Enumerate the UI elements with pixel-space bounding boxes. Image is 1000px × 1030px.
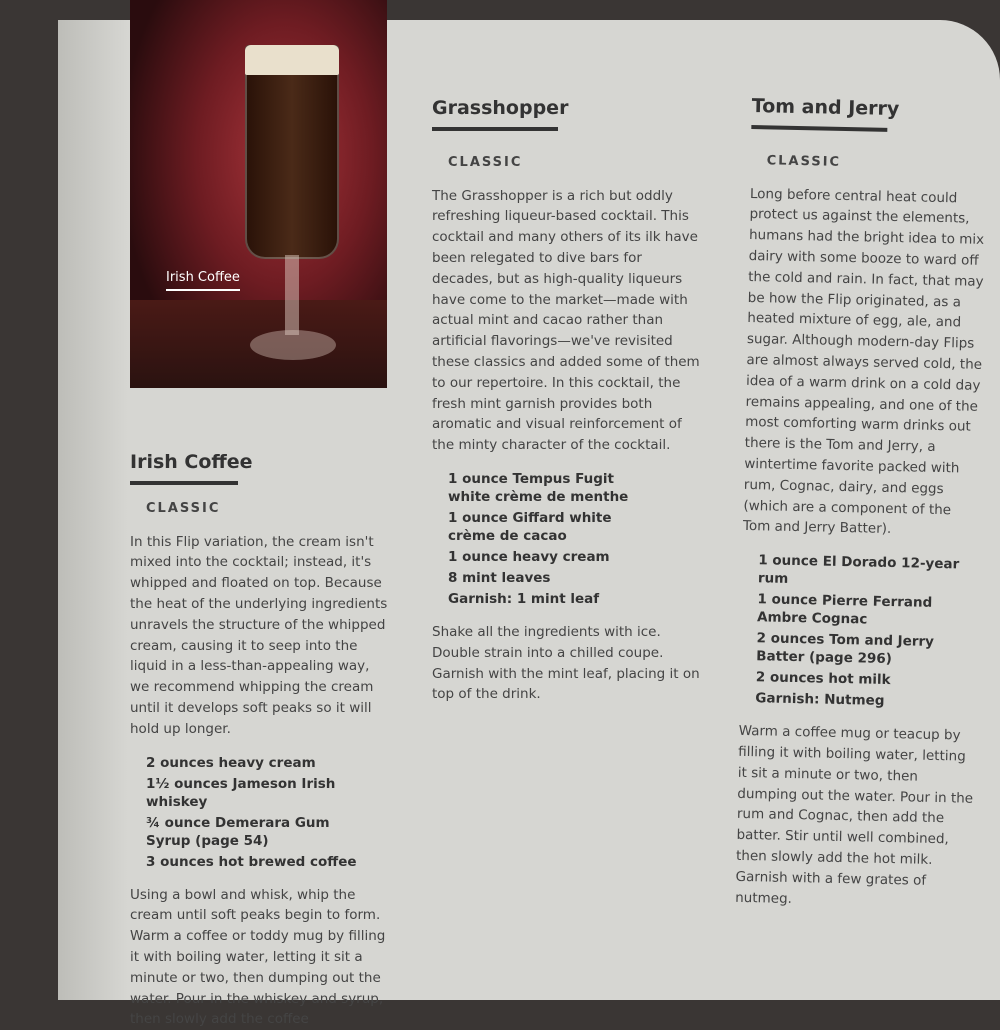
irish-coffee-photo [130, 0, 387, 388]
ingredient: 2 ounces heavy cream [146, 754, 316, 771]
ingredient-list [739, 551, 978, 712]
ingredient: 1½ ounces Jameson Irish whiskey [146, 775, 336, 810]
glass-image [245, 45, 339, 259]
ingredient: Garnish: 1 mint leaf [448, 590, 600, 607]
ingredient: 1 ounce El Dorado 12-year rum [757, 552, 960, 588]
recipe-irish-coffee [130, 452, 390, 1030]
page-edge-shadow [58, 20, 128, 1000]
recipe-method: Warm a coffee mug or teacup by filling it with boiling water, letting it sit a minute or two, then dumping out the water. Pour in the rum and Cognac, then add the batter. Stir until well combined, then slowly add the hot milk. Garnish with a few grates of nutmeg. [735, 723, 974, 907]
ingredient: 2 ounces Tom and Jerry Batter (page 296) [756, 630, 935, 668]
recipe-title: Grasshopper [432, 97, 569, 119]
cream-foam [245, 45, 339, 75]
recipe-intro: In this Flip variation, the cream isn't mixed into the cocktail; instead, it's whipped and floated on top. Because the heat of the underlying ingredients unravels the structure of the whipped cream, causing it to seep into the liquid in a less-than-appealing way, we recommend whipping the cream until it develops soft peaks so it will hold up longer. [130, 533, 388, 737]
recipe-category: CLASSIC [766, 153, 842, 170]
ingredient: ¾ ounce Demerara Gum Syrup (page 54) [146, 814, 330, 849]
recipe-intro: Long before central heat could protect us against the elements, humans had the bright idea to mix dairy with some booze to ward off the cold and rain. In fact, that may be how the Flip originated, as a heated mixture of egg, ale, and sugar. Although modern-day Flips are almost always served cold, the idea of a warm drink on a cold day remains appealing, and one of the most comforting warm drinks out there is the Tom and Jerry, a wintertime favorite packed with rum, Cognac, dairy, and eggs (which are a component of the Tom and Jerry Batter). [742, 185, 985, 538]
title-rule [432, 127, 558, 131]
glass-stem [285, 255, 299, 335]
recipe-grasshopper [432, 98, 702, 705]
ingredient-list [130, 754, 390, 871]
title-rule [130, 481, 238, 485]
recipe-title: Irish Coffee [130, 451, 253, 473]
ingredient: 1 ounce Pierre Ferrand Ambre Cognac [756, 591, 933, 628]
ingredient: 3 ounces hot brewed coffee [146, 853, 357, 870]
ingredient: 1 ounce Tempus Fugit white crème de menthe [448, 470, 629, 505]
ingredient: 2 ounces hot milk [755, 669, 891, 689]
ingredient-list [432, 470, 702, 608]
glass-base [250, 330, 336, 360]
photo-caption: Irish Coffee [166, 270, 240, 291]
ingredient: Garnish: Nutmeg [755, 690, 885, 710]
ingredient: 1 ounce heavy cream [448, 548, 610, 565]
recipe-title: Tom and Jerry [751, 95, 900, 121]
recipe-category: CLASSIC [448, 154, 523, 170]
recipe-method: Shake all the ingredients with ice. Double strain into a chilled coupe. Garnish with the mint leaf, placing it on top of the drink. [432, 623, 700, 703]
ingredient: 1 ounce Giffard white crème de cacao [448, 509, 612, 544]
recipe-category: CLASSIC [146, 500, 221, 516]
recipe-method: Using a bowl and whisk, whip the cream until soft peaks begin to form. Warm a coffee or toddy mug by filling it with boiling water, letting it sit a minute or two, then dumping out the water. Pour in the whiskey and syrup, then slowly add the coffee [130, 886, 386, 1028]
recipe-tom-and-jerry [735, 96, 988, 913]
ingredient: 8 mint leaves [448, 569, 551, 586]
recipe-intro: The Grasshopper is a rich but oddly refreshing liqueur-based cocktail. This cocktail and many others of its ilk have been relegated to dive bars for decades, but as high-quality liqueurs have come to the market—made with actual mint and cacao rather than artificial flavorings—we've revisited these classics and added some of them to our repertoire. In this cocktail, the fresh mint garnish provides both aromatic and visual reinforcement of the minty character of the cocktail. [432, 187, 700, 454]
